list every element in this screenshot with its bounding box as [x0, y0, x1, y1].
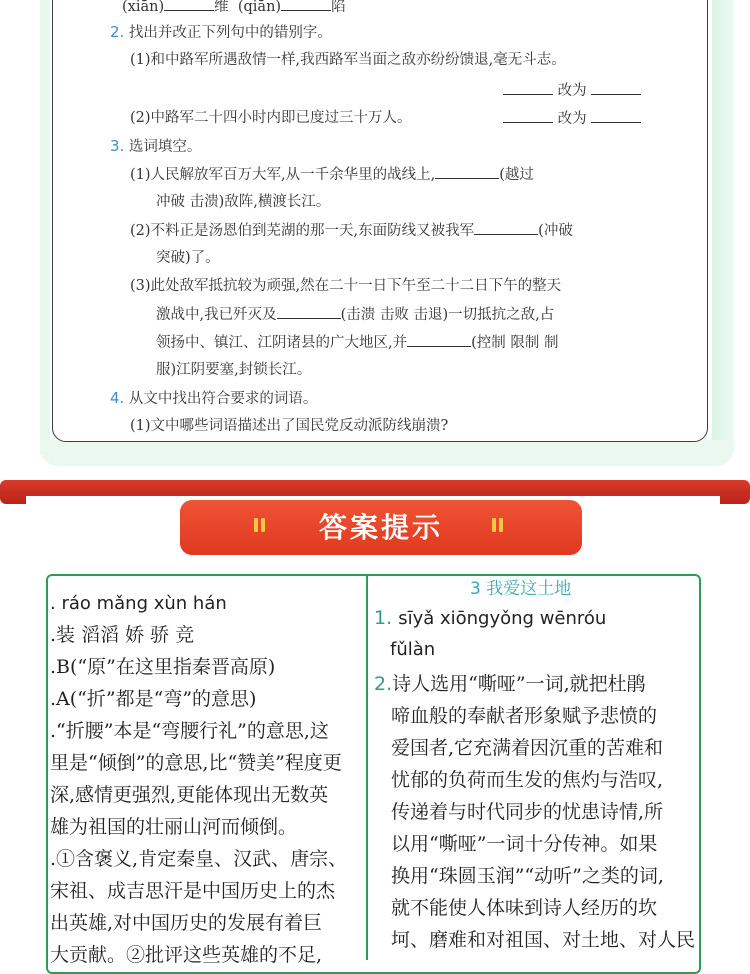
fill-line-7	[156, 332, 558, 353]
question-4-sub-1: (1)文中哪些词语描述出了国民党反动派防线崩溃?	[130, 418, 449, 434]
options-text: (越过	[499, 167, 534, 183]
sentence-text: (1)人民解放军百万大军,从一千余华里的战线上,	[130, 167, 436, 183]
decor-border-bottom	[40, 440, 734, 466]
correction-row-2	[503, 108, 641, 129]
options-text: (控制 限制 制	[471, 335, 559, 351]
fill-line-2: 冲破 击溃)敌阵,横渡长江。	[156, 194, 331, 210]
options-text: (冲破	[538, 223, 573, 239]
answer-right-line: 啼血般的奉献者形象赋予悲愤的	[391, 705, 658, 727]
fill-line-4: 突破)了。	[156, 250, 220, 266]
fill-line-3	[130, 220, 573, 241]
lesson-heading: 3 我爱这土地	[470, 579, 572, 599]
sentence-text: (2)不料正是汤恩伯到芜湖的那一天,东面防线又被我军	[130, 223, 475, 239]
question-2-title	[110, 22, 332, 43]
fill-line-6	[156, 304, 554, 325]
pinyin-answer: sīyǎ xiōngyǒng wēnróu	[398, 608, 607, 629]
question-4-title	[110, 388, 317, 409]
pinyin-hint: (qiān)	[237, 0, 282, 15]
options-text: (击溃 击败 击退)一切抵抗之敌,占	[340, 307, 555, 323]
answer-left-line: .B(“原”在这里指秦晋高原)	[50, 656, 276, 678]
question-number: 2.	[110, 23, 125, 41]
answer-blank[interactable]	[435, 164, 499, 179]
answer-banner	[180, 500, 582, 555]
answer-left-line: . ráo mǎng xùn hán	[50, 593, 227, 614]
answer-blank[interactable]	[474, 220, 538, 235]
answer-left-line: 里是“倾倒”的意思,比“赞美”程度更	[50, 752, 342, 774]
fill-line-5: (3)此处敌军抵抗较为顽强,然在二十一日下午至二十二日下午的整天	[130, 278, 562, 294]
answer-left-line: .装 滔滔 娇 骄 竞	[50, 624, 195, 646]
answer-right-line: 换用“珠圆玉润”“动听”之类的词,	[391, 865, 664, 887]
answer-blank[interactable]	[503, 108, 553, 123]
sentence-2: (2)中路军二十四小时内即已度过三十万人。	[130, 110, 412, 126]
pinyin-hint: (xiān)	[122, 0, 165, 15]
answer-blank[interactable]	[591, 108, 641, 123]
answer-left-line: .①含褒义,肯定秦皇、汉武、唐宗、	[50, 848, 348, 870]
decor-border-right	[712, 0, 734, 455]
answer-left-line: 深,感情更强烈,更能体现出无数英	[50, 784, 329, 806]
quote-icon	[492, 518, 506, 536]
answer-right-line: 传递着与时代同步的忧患诗情,所	[391, 801, 664, 823]
answer-blank[interactable]	[164, 0, 214, 11]
answer-blank[interactable]	[503, 80, 553, 95]
answer-left-line: 出英雄,对中国历史的发展有着巨	[50, 912, 323, 934]
answer-left-line: 宋祖、成吉思汗是中国历史上的杰	[50, 880, 336, 902]
answer-left-line: 雄为祖国的壮丽山河而倾倒。	[50, 816, 298, 838]
correction-row-1	[503, 80, 641, 101]
decor-border-left	[40, 0, 50, 455]
question-3-title	[110, 136, 201, 157]
pinyin-fill-row	[122, 0, 346, 17]
question-number: 4.	[110, 389, 125, 407]
answer-right-item-2	[374, 672, 646, 696]
answer-left-line: .“折腰”本是“弯腰行礼”的意思,这	[50, 720, 329, 742]
sentence-text: 激战中,我已歼灭及	[156, 307, 277, 323]
fill-line-8: 服)江阴要塞,封锁长江。	[156, 362, 312, 378]
question-text: 找出并改正下列句中的错别字。	[128, 25, 332, 41]
question-text: 从文中找出符合要求的词语。	[128, 391, 318, 407]
pinyin-answer: fǔlàn	[390, 639, 436, 660]
answer-right-line: 诗人选用“嘶哑”一词,就把杜鹃	[392, 673, 646, 695]
word-part: 维	[214, 0, 229, 15]
answer-blank[interactable]	[281, 0, 331, 11]
change-label: 改为	[557, 111, 587, 127]
answer-right-line: 爱国者,它充满着因沉重的苦难和	[391, 737, 664, 759]
answer-right-line: 以用“嘶哑”一词十分传神。如果	[391, 833, 658, 855]
answer-banner-title: 答案提示	[318, 511, 443, 544]
answer-number: 2.	[374, 673, 393, 695]
answer-blank[interactable]	[591, 80, 641, 95]
answer-left-line: .A(“折”都是“弯”的意思)	[50, 688, 257, 710]
change-label: 改为	[557, 83, 587, 99]
word-part: 陷	[331, 0, 346, 15]
column-divider	[366, 576, 368, 960]
answer-blank[interactable]	[277, 304, 341, 319]
answer-blank[interactable]	[407, 332, 471, 347]
answer-right-item-1	[374, 606, 606, 631]
answer-right-line: 就不能使人体味到诗人经历的坎	[391, 897, 658, 919]
fill-line-1	[130, 164, 534, 185]
question-text: 选词填空。	[128, 139, 202, 155]
answer-right-line: 忧郁的负荷而生发的焦灼与浩叹,	[391, 769, 664, 791]
answer-number: 1.	[374, 607, 393, 629]
question-number: 3.	[110, 137, 125, 155]
answer-left-line: 大贡献。②批评这些英雄的不足,	[50, 944, 323, 966]
sentence-text: 领扬中、镇江、江阴诸县的广大地区,并	[156, 335, 408, 351]
answer-right-line: 坷、磨难和对祖国、对土地、对人民	[391, 929, 696, 951]
sentence-1: (1)和中路军所遇敌情一样,我西路军当面之敌亦纷纷馈退,毫无斗志。	[130, 52, 566, 68]
